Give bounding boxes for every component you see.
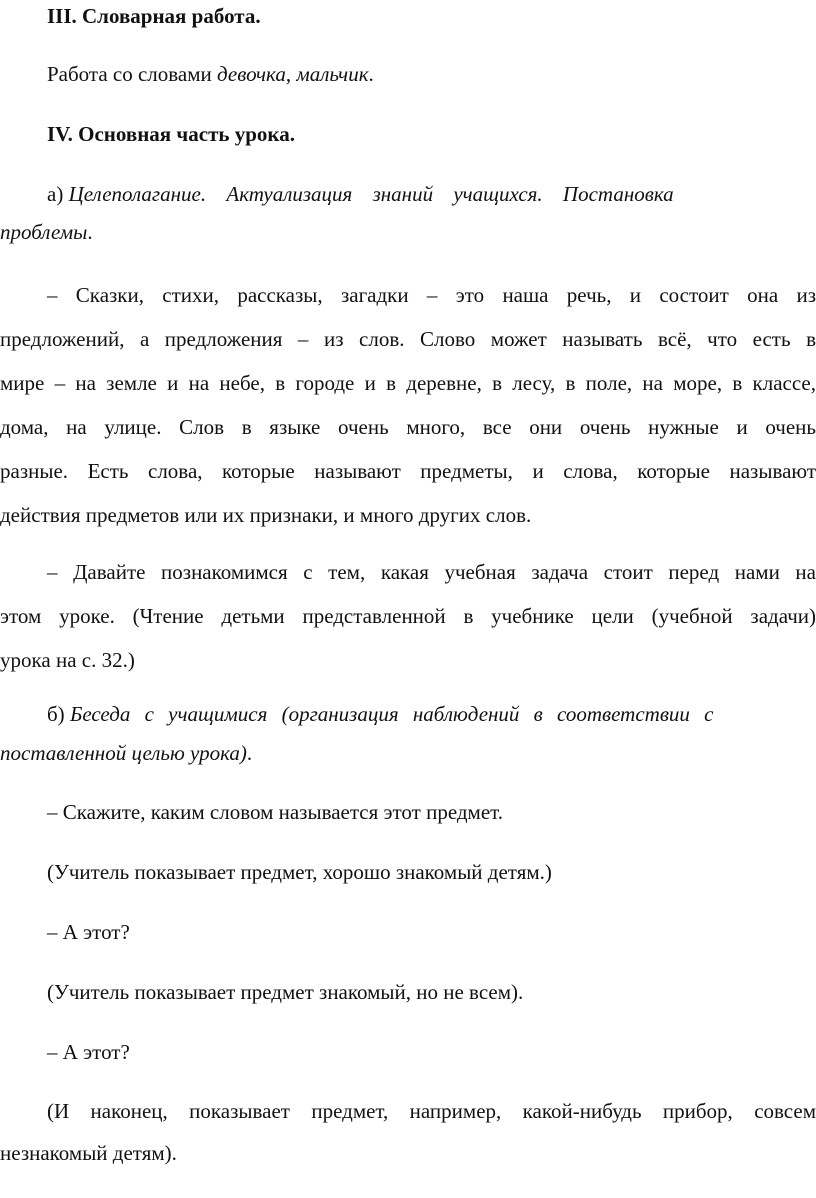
paragraph-2-line-2: этом уроке. (Чтение детьми представленной в учебнике цели (учебной задачи) bbox=[0, 604, 816, 628]
paragraph-1-line-3: мире – на земле и на небе, в городе и в деревне, в лесу, в поле, на море, в классе, bbox=[0, 371, 816, 395]
dialogue-line-4: (Учитель показывает предмет знакомый, но не всем). bbox=[47, 980, 524, 1004]
paragraph-1-line-5: разные. Есть слова, которые называют предметы, и слова, которые называют bbox=[0, 459, 816, 483]
part-b-line-2 bbox=[0, 739, 816, 767]
section-3-heading: III. Словарная работа. bbox=[47, 4, 261, 28]
vocabulary-intro: Работа со словами bbox=[47, 62, 218, 86]
paragraph-1-line-6: действия предметов или их признаки, и много других слов. bbox=[0, 503, 532, 527]
dialogue-line-3: – А этот? bbox=[47, 920, 130, 944]
vocabulary-comma: , bbox=[285, 62, 297, 86]
section-4-heading: IV. Основная часть урока. bbox=[47, 122, 295, 146]
part-a-title-1: Целеполагание. Актуализация знаний учащихся. Постановка bbox=[68, 182, 674, 206]
dialogue-line-1: – Скажите, каким словом называется этот предмет. bbox=[47, 800, 504, 824]
final-line-1: (И наконец, показывает предмет, например, какой-нибудь прибор, совсем bbox=[47, 1099, 816, 1123]
paragraph-2-line-3: урока на с. 32.) bbox=[0, 648, 135, 672]
paragraph-1-line-2: предложений, а предложения – из слов. Слово может называть всё, что есть в bbox=[0, 327, 816, 351]
part-a-line-2 bbox=[0, 218, 816, 246]
vocabulary-word-girl: девочка bbox=[217, 62, 286, 86]
part-a-label: а) bbox=[47, 182, 69, 206]
vocabulary-word-boy: мальчик bbox=[296, 62, 369, 86]
final-line-2: незнакомый детям). bbox=[0, 1141, 177, 1165]
part-a-line-1 bbox=[47, 180, 816, 208]
dialogue-line-2: (Учитель показывает предмет, хорошо знакомый детям.) bbox=[47, 860, 552, 884]
paragraph-1-line-4: дома, на улице. Слов в языке очень много, все они очень нужные и очень bbox=[0, 415, 816, 439]
vocabulary-period: . bbox=[368, 62, 374, 86]
dialogue-line-5: – А этот? bbox=[47, 1040, 130, 1064]
part-b-title-2: поставленной целью урока) bbox=[0, 741, 247, 765]
paragraph-1-line-1: – Сказки, стихи, рассказы, загадки – это наша речь, и состоит она из bbox=[47, 283, 816, 307]
part-a-title-2: проблемы bbox=[0, 220, 88, 244]
part-b-title-end: . bbox=[246, 741, 253, 765]
paragraph-2-line-1: – Давайте познакомимся с тем, какая учебная задача стоит перед нами на bbox=[47, 560, 816, 584]
part-b-title-1: Беседа с учащимися (организация наблюдений в соответствии с bbox=[69, 702, 714, 726]
vocabulary-work-line bbox=[47, 60, 816, 88]
part-a-title-end: . bbox=[87, 220, 93, 244]
part-b-label: б) bbox=[47, 702, 70, 726]
part-b-line-1 bbox=[47, 700, 816, 728]
